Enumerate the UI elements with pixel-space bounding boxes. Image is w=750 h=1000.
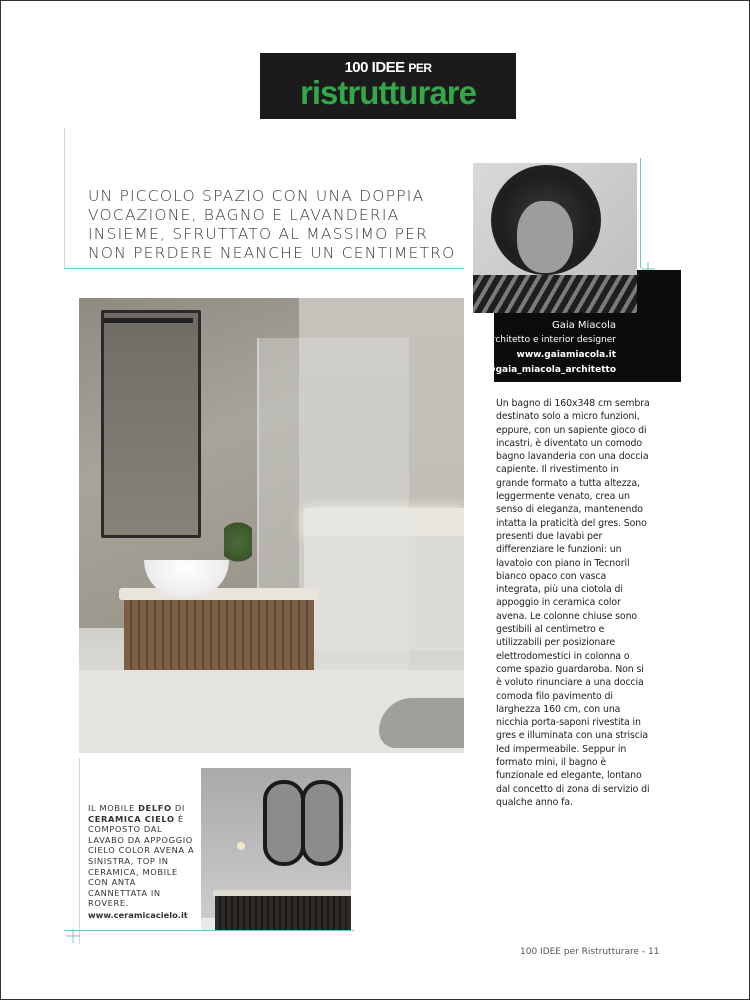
designer-credits: [480, 318, 616, 378]
divider-horizontal-bottom: [64, 930, 354, 931]
designer-portrait: [473, 163, 637, 313]
product-mirror-left: [263, 780, 305, 866]
photo-mirror: [101, 310, 201, 538]
caption-link[interactable]: www.ceramicacielo.it: [88, 909, 188, 920]
photo-cabinet: [124, 598, 314, 670]
caption-brand: CERAMICA CIELO: [88, 813, 175, 824]
product-photo: [201, 768, 351, 930]
divider-horizontal-headline: [64, 268, 464, 269]
caption-text: È COMPOSTO DAL LAVABO DA APPOGGIO CIELO COLOR AVENA A SINISTRA, TOP IN CERAMICA, MOBILE CON ANTA CANNETTATA IN ROVERE.: [88, 813, 195, 909]
divider-vertical-right: [640, 158, 641, 268]
caption-of: DI: [174, 803, 185, 813]
masthead-main-text: ristrutturare: [300, 74, 476, 111]
designer-role: architetto e interior designer: [486, 335, 616, 345]
portrait-face: [517, 201, 573, 273]
designer-handle[interactable]: @gaia_miacola_architetto: [486, 365, 616, 375]
product-caption: [88, 803, 198, 921]
product-cabinet: [215, 896, 351, 930]
photo-plant: [224, 518, 252, 566]
photo-toilet: [379, 698, 464, 748]
bathroom-photo: [79, 298, 464, 753]
photo-countertop: [119, 588, 319, 600]
crosshair-icon: [66, 929, 80, 943]
product-pendant-lamp: [237, 842, 245, 850]
masthead-logo: [260, 53, 516, 119]
designer-name: Gaia Miacola: [551, 320, 616, 331]
caption-product-name: DELFO: [138, 803, 172, 813]
page-folio: 100 IDEE per Ristrutturare - 11: [520, 947, 660, 957]
caption-intro: IL MOBILE: [88, 803, 135, 813]
masthead-top-text: 100 IDEE: [344, 59, 405, 76]
product-mirror-right: [301, 780, 343, 866]
designer-website[interactable]: www.gaiamiacola.it: [516, 350, 616, 360]
masthead-top-small: PER: [408, 61, 432, 75]
divider-vertical-top: [64, 128, 65, 268]
page-headline: UN PICCOLO SPAZIO CON UNA DOPPIA VOCAZIONE, BAGNO E LAVANDERIA INSIEME, SFRUTTATO AL MASSIMO PER NON PERDERE NEANCHE UN CENTIMETRO: [88, 187, 456, 262]
divider-vertical-bottom: [79, 758, 80, 944]
portrait-shirt: [473, 275, 637, 313]
photo-mirror-light: [103, 318, 193, 323]
article-body: Un bagno di 160x348 cm sembra destinato solo a micro funzioni, eppure, con un sapiente gioco di incastri, è diventato un comodo bagno lavanderia con una doccia capiente. Il rivestimento in grande formato a tutta altezza, leggermente venato, crea un senso di eleganza, mantenendo intatta la praticità del gres. Sono presenti due lavabi per differenziare le funzioni: un lavatoio con piano in Tecnoril bianco opaco con vasca integrata, più una ciotola di appoggio in ceramica color avena. Le colonne chiuse sono gestibili al centimetro e utilizzabili per posizionare elettrodomestici in colonna o come spazio guardaroba. Non si è voluto rinunciare a una doccia comoda filo pavimento di larghezza 160 cm, con una nicchia porta-saponi rivestita in gres e illuminata con una striscia led impermeabile. Seppur in formato mini, il bagno è funzionale ed elegante, lontano dal concetto di zona di servizio di qualche anno fa.: [496, 398, 650, 808]
